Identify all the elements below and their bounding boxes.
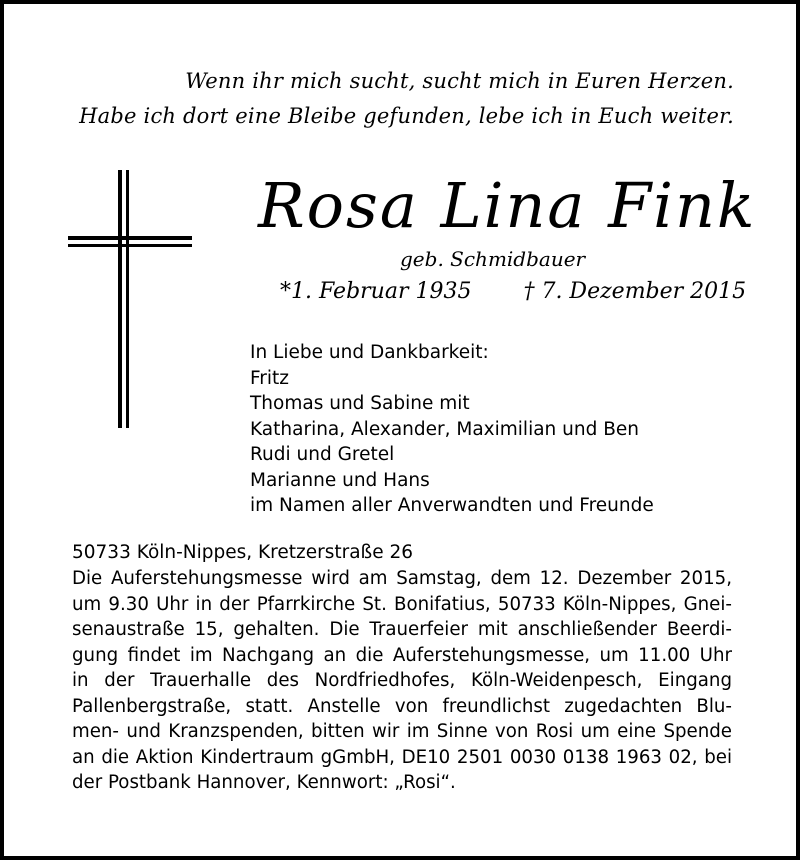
poem xyxy=(79,64,734,134)
mourner-line: Thomas und Sabine mit xyxy=(250,393,470,414)
details-line: Die Auferstehungsmesse wird am Samstag, dem 12. Dezember 2015, xyxy=(72,568,732,589)
mourners-list xyxy=(250,340,654,519)
poem-line-1: Wenn ihr mich sucht, sucht mich in Euren Herzen. xyxy=(185,69,734,93)
details-line: senaustraße 15, gehalten. Die Trauerfeier mit anschließender Beerdi- xyxy=(72,619,732,640)
details-line: Pallenbergstraße, statt. Anstelle von freundlichst zugedachten Blu- xyxy=(72,695,732,717)
details-line: an die Aktion Kindertraum gGmbH, DE10 2501 0030 0138 1963 02, bei xyxy=(72,746,732,768)
deceased-name: Rosa Lina Fink xyxy=(258,169,757,242)
details-line: gung findet im Nachgang an die Auferstehungsmesse, um 11.00 Uhr xyxy=(72,644,732,666)
death-date: † 7. Dezember 2015 xyxy=(523,279,747,304)
mourners-heading: In Liebe und Dankbarkeit: xyxy=(250,342,489,363)
poem-line-2: Habe ich dort eine Bleibe gefunden, lebe ich in Euch weiter. xyxy=(79,104,734,128)
details-line: um 9.30 Uhr in der Pfarrkirche St. Bonifatius, 50733 Köln-Nippes, Gnei- xyxy=(72,593,732,615)
maiden-name: geb. Schmidbauer xyxy=(400,247,586,271)
mourner-line: Rudi und Gretel xyxy=(250,444,395,465)
mourner-line: im Namen aller Anverwandten und Freunde xyxy=(250,495,654,516)
details-line: der Postbank Hannover, Kennwort: „Rosi“. xyxy=(72,772,456,793)
details-line: in der Trauerhalle des Nordfriedhofes, Köln-Weidenpesch, Eingang xyxy=(72,670,732,691)
mourner-line: Marianne und Hans xyxy=(250,469,430,491)
cross-icon xyxy=(68,170,192,432)
birth-date: *1. Februar 1935 xyxy=(280,279,472,304)
details-line: men- und Kranzspenden, bitten wir im Sinne von Rosi um eine Spende xyxy=(72,721,732,742)
mourner-line: Fritz xyxy=(250,367,290,389)
funeral-details xyxy=(72,566,732,796)
family-address: 50733 Köln-Nippes, Kretzerstraße 26 xyxy=(72,542,414,563)
life-dates xyxy=(280,278,746,306)
mourner-line: Katharina, Alexander, Maximilian und Ben xyxy=(250,418,640,440)
